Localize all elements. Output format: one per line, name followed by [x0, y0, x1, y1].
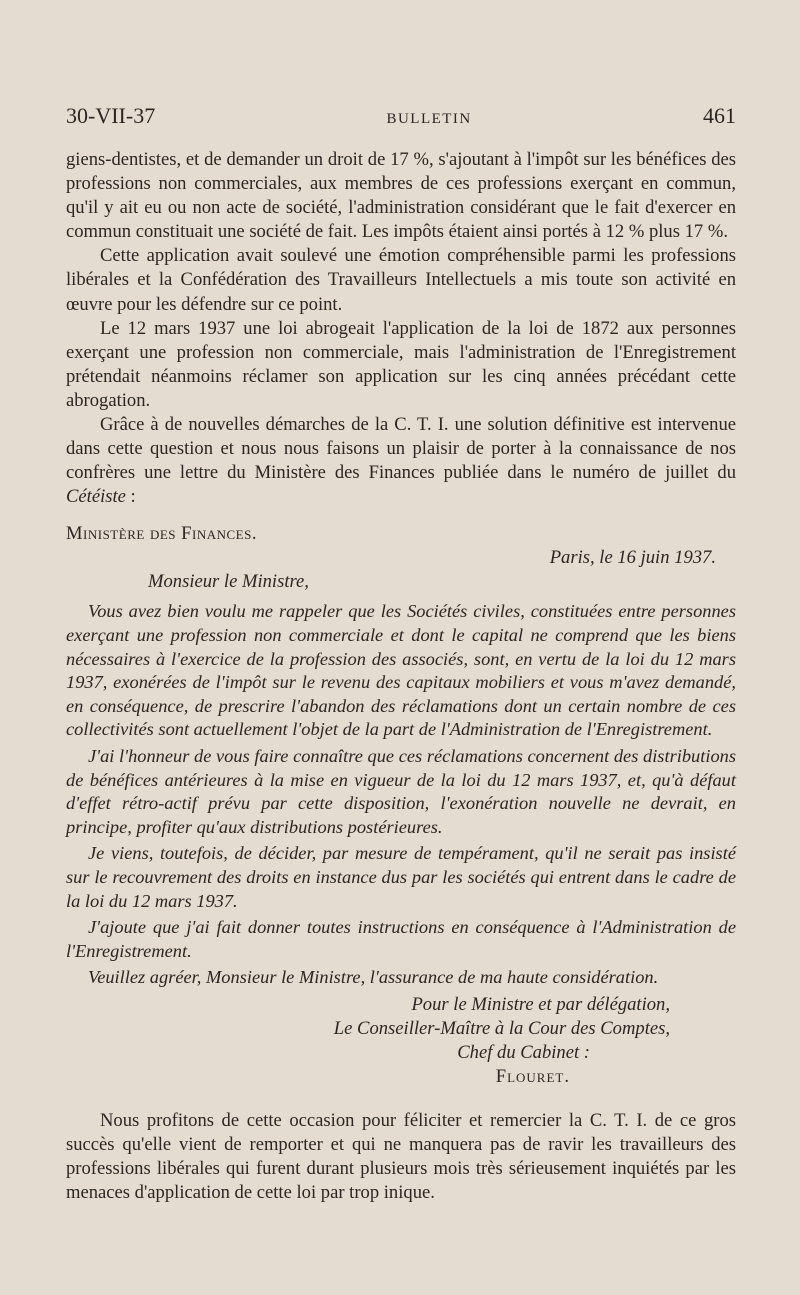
signatory-name: Flouret. — [495, 1065, 570, 1087]
journal-title: Cétéiste — [66, 486, 126, 508]
paragraph: Nous profitons de cette occasion pour féliciter et remercier la C. T. I. de ce gros succès qu'elle vient de remporter et qui ne manquera pas de ravir les travailleurs des professions libérales qui furent durant plusieurs mois très sérieusement inquiétés par les menaces d'application de cette loi par trop inique. — [66, 1109, 736, 1204]
header-title: BULLETIN — [386, 111, 472, 127]
signature-line: Le Conseiller-Maître à la Cour des Comptes, — [333, 1017, 670, 1039]
letter-paragraph: Veuillez agréer, Monsieur le Ministre, l'assurance de ma haute considération. — [88, 967, 659, 988]
letter-date: Paris, le 16 juin 1937. — [549, 547, 716, 569]
letter-body — [66, 600, 736, 990]
closing-text — [66, 1109, 736, 1205]
header-date: 30-VII-37 — [66, 103, 156, 128]
page-number: 461 — [703, 103, 736, 128]
intro-text: Grâce à de nouvelles démarches de la C. T. I. une solution définitive est intervenue dans cette question et nous nous faisons un plaisir de porter à la connaissance de nos confrères une lettre du Ministère des Finances publiée dans le numéro de juillet du — [66, 414, 736, 484]
body-text — [66, 148, 736, 509]
ministry-heading: Ministère des Finances. — [66, 523, 257, 545]
paragraph-intro-letter — [66, 413, 736, 509]
letter-paragraph: Vous avez bien voulu me rappeler que les Sociétés civiles, constituées entre personnes exerçant une profession non commerciale et dont le capital ne comprend que les biens nécessaires à l'exercice de la profession des associés, sont, en vertu de la loi du 12 mars 1937, exonérées de l'impôt sur le revenu des capitaux mobiliers et vous m'avez demandé, en conséquence, de prescrire l'abandon des réclamations dont un certain nombre de ces collectivités sont actuellement l'objet de la part de l'Administration de l'Enregistrement. — [66, 601, 736, 740]
intro-end: : — [125, 486, 136, 508]
paragraph: Cette application avait soulevé une émotion compréhensible parmi les professions libérales et la Confédération des Travailleurs Intellectuels a mis toute son activité en œuvre pour les défendre sur ce point. — [66, 245, 736, 315]
paragraph: giens-dentistes, et de demander un droit de 17 %, s'ajoutant à l'impôt sur les bénéfices des professions non commerciales, aux membres de ces professions exerçant en commun, qu'il y ait eu ou non acte de société, l'administration considérant que le fait d'exercer en commun constituait une société de fait. Les impôts étaient ainsi portés à 12 % plus 17 %. — [66, 149, 736, 243]
signature-line: Pour le Ministre et par délégation, — [411, 993, 670, 1015]
letter-paragraph: Je viens, toutefois, de décider, par mesure de tempérament, qu'il ne serait pas insisté sur le recouvrement des droits en instance dus par les sociétés qui entrent dans le cadre de la loi du 12 mars 1937. — [66, 843, 736, 911]
signature-line: Chef du Cabinet : — [457, 1041, 590, 1063]
paragraph: Le 12 mars 1937 une loi abrogeait l'application de la loi de 1872 aux personnes exerçant une profession non commerciale, mais l'administration de l'Enregistrement prétendait néanmoins réclamer son application sur les cinq années précédant cette abrogation. — [66, 317, 736, 411]
letter-paragraph: J'ai l'honneur de vous faire connaître que ces réclamations concernent des distributions de bénéfices antérieures à la mise en vigueur de la loi du 12 mars 1937, et, qu'à défaut d'effet rétro-actif prévu par cette disposition, l'exonération nouvelle ne devrait, en principe, profiter qu'aux distributions postérieures. — [66, 745, 736, 837]
signature-block — [66, 993, 736, 1089]
running-head — [66, 103, 736, 129]
letter-salutation: Monsieur le Ministre, — [148, 571, 309, 593]
letter-paragraph: J'ajoute que j'ai fait donner toutes instructions en conséquence à l'Administration de l'Enregistrement. — [66, 917, 736, 961]
